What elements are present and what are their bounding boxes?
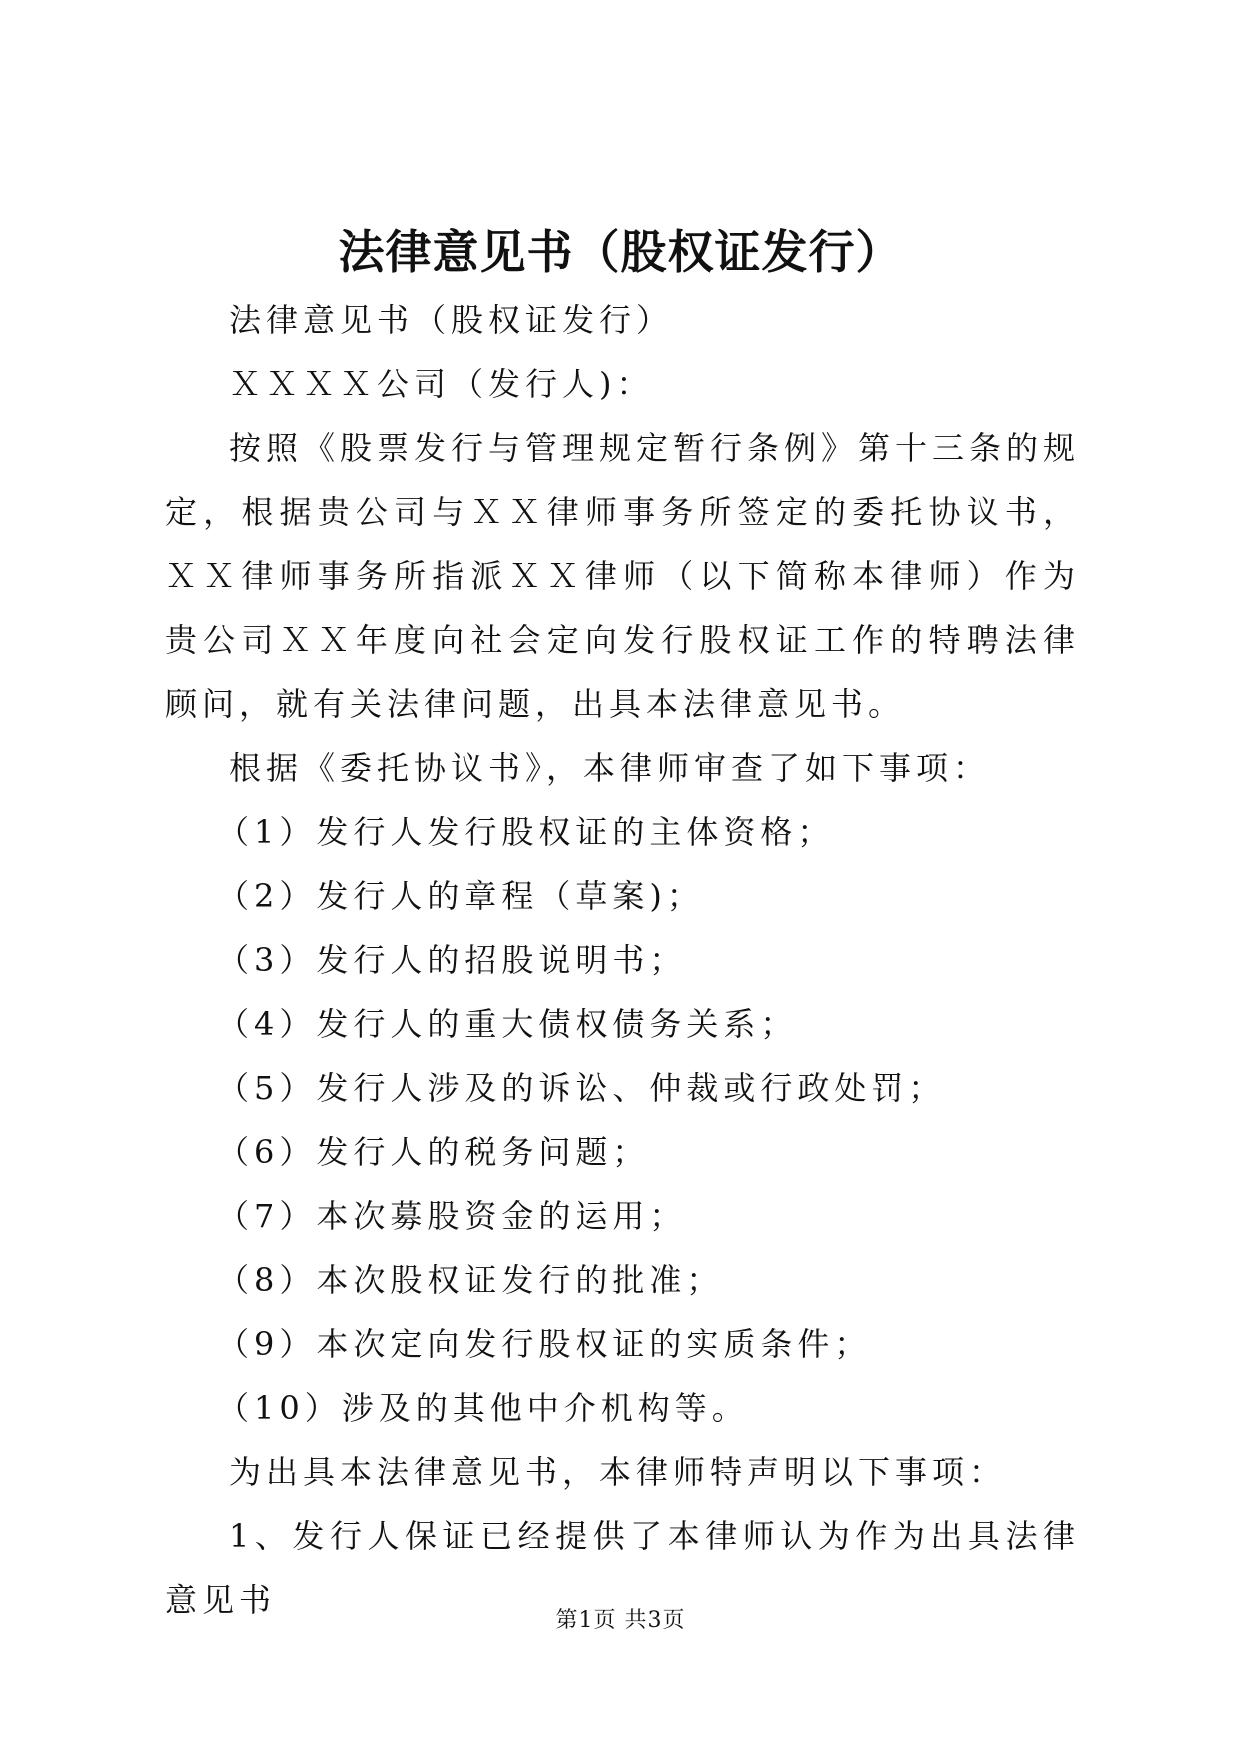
review-item: （8）本次股权证发行的批准； xyxy=(217,1261,724,1299)
page-footer: 第1页 共3页 xyxy=(555,1608,686,1633)
review-item: （5）发行人涉及的诉讼、仲裁或行政处罚； xyxy=(217,1069,946,1107)
review-item: （2）发行人的章程（草案)； xyxy=(217,877,704,915)
statement-lead-paragraph: 为出具本法律意见书，本律师特声明以下事项： xyxy=(229,1453,1007,1491)
subtitle-paragraph: 法律意见书（股权证发行） xyxy=(229,301,674,339)
review-item: （10）涉及的其他中介机构等。 xyxy=(217,1389,749,1427)
review-item: （1）发行人发行股权证的主体资格； xyxy=(217,813,835,851)
review-item: （7）本次募股资金的运用； xyxy=(217,1197,687,1235)
review-item: （9）本次定向发行股权证的实质条件； xyxy=(217,1325,872,1363)
addressee-paragraph: ＸＸＸＸ公司（发行人)： xyxy=(229,365,654,403)
review-item: （6）发行人的税务问题； xyxy=(217,1133,650,1171)
review-lead-paragraph: 根据《委托协议书》，本律师审查了如下事项： xyxy=(229,749,991,787)
document-title: 法律意见书（股权证发行） xyxy=(338,225,903,279)
intro-paragraph: 按照《股票发行与管理规定暂行条例》第十三条的规定，根据贵公司与ＸＸ律师事务所签定的委托协议书，ＸＸ律师事务所指派ＸＸ律师（以下简称本律师）作为贵公司ＸＸ年度向社会定向发行股权证工作的特聘法律顾问，就有关法律问题，出具本法律意见书。 xyxy=(165,429,1081,723)
review-item: （4）发行人的重大债权债务关系； xyxy=(217,1005,798,1043)
statement-item-1: 1、发行人保证已经提供了本律师认为作为出具法律意见书 xyxy=(165,1517,1080,1619)
document-body xyxy=(165,288,1080,1632)
review-item: （3）发行人的招股说明书； xyxy=(217,941,687,979)
